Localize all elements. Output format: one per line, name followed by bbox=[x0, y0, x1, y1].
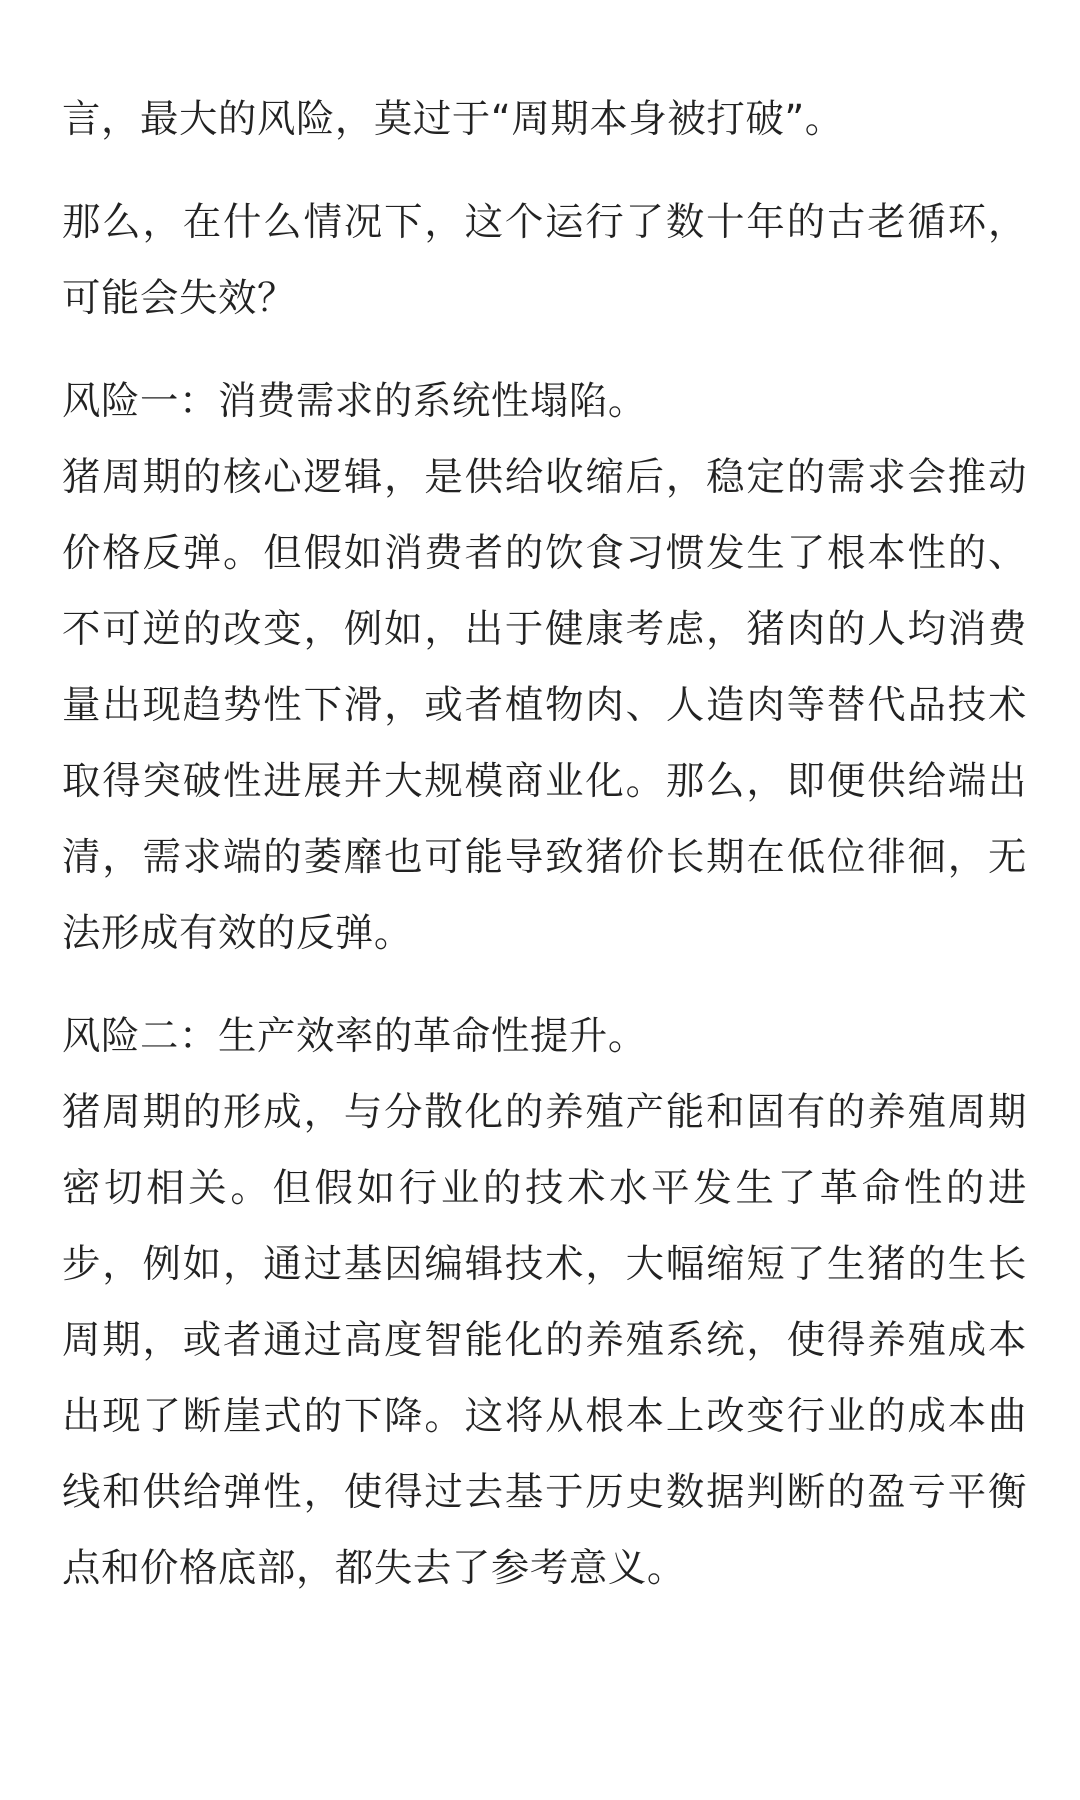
risk-two-body: 猪周期的形成，与分散化的养殖产能和固有的养殖周期密切相关。但假如行业的技术水平发生了革命性的进步，例如，通过基因编辑技术，大幅缩短了生猪的生长周期，或者通过高度智能化的养殖系统，使得养殖成本出现了断崖式的下降。这将从根本上改变行业的成本曲线和供给弹性，使得过去基于历史数据判断的盈亏平衡点和价格底部，都失去了参考意义。 bbox=[62, 1090, 1027, 1591]
question-paragraph: 那么，在什么情况下，这个运行了数十年的古老循环，可能会失效？ bbox=[62, 200, 1027, 321]
paragraph-gap bbox=[62, 337, 1027, 364]
risk-one-heading: 风险一：消费需求的系统性塌陷。 bbox=[62, 379, 647, 424]
paragraph-gap bbox=[62, 158, 1027, 185]
risk-one-body: 猪周期的核心逻辑，是供给收缩后，稳定的需求会推动价格反弹。但假如消费者的饮食习惯发生了根本性的、不可逆的改变，例如，出于健康考虑，猪肉的人均消费量出现趋势性下滑，或者植物肉、人造肉等替代品技术取得突破性进展并大规模商业化。那么，即便供给端出清，需求端的萎靡也可能导致猪价长期在低位徘徊，无法形成有效的反弹。 bbox=[62, 455, 1027, 956]
paragraph-gap bbox=[62, 972, 1027, 999]
intro-paragraph: 言，最大的风险，莫过于“周期本身被打破”。 bbox=[62, 97, 844, 142]
article-body bbox=[62, 82, 1027, 1607]
risk-two-heading: 风险二：生产效率的革命性提升。 bbox=[62, 1014, 647, 1059]
